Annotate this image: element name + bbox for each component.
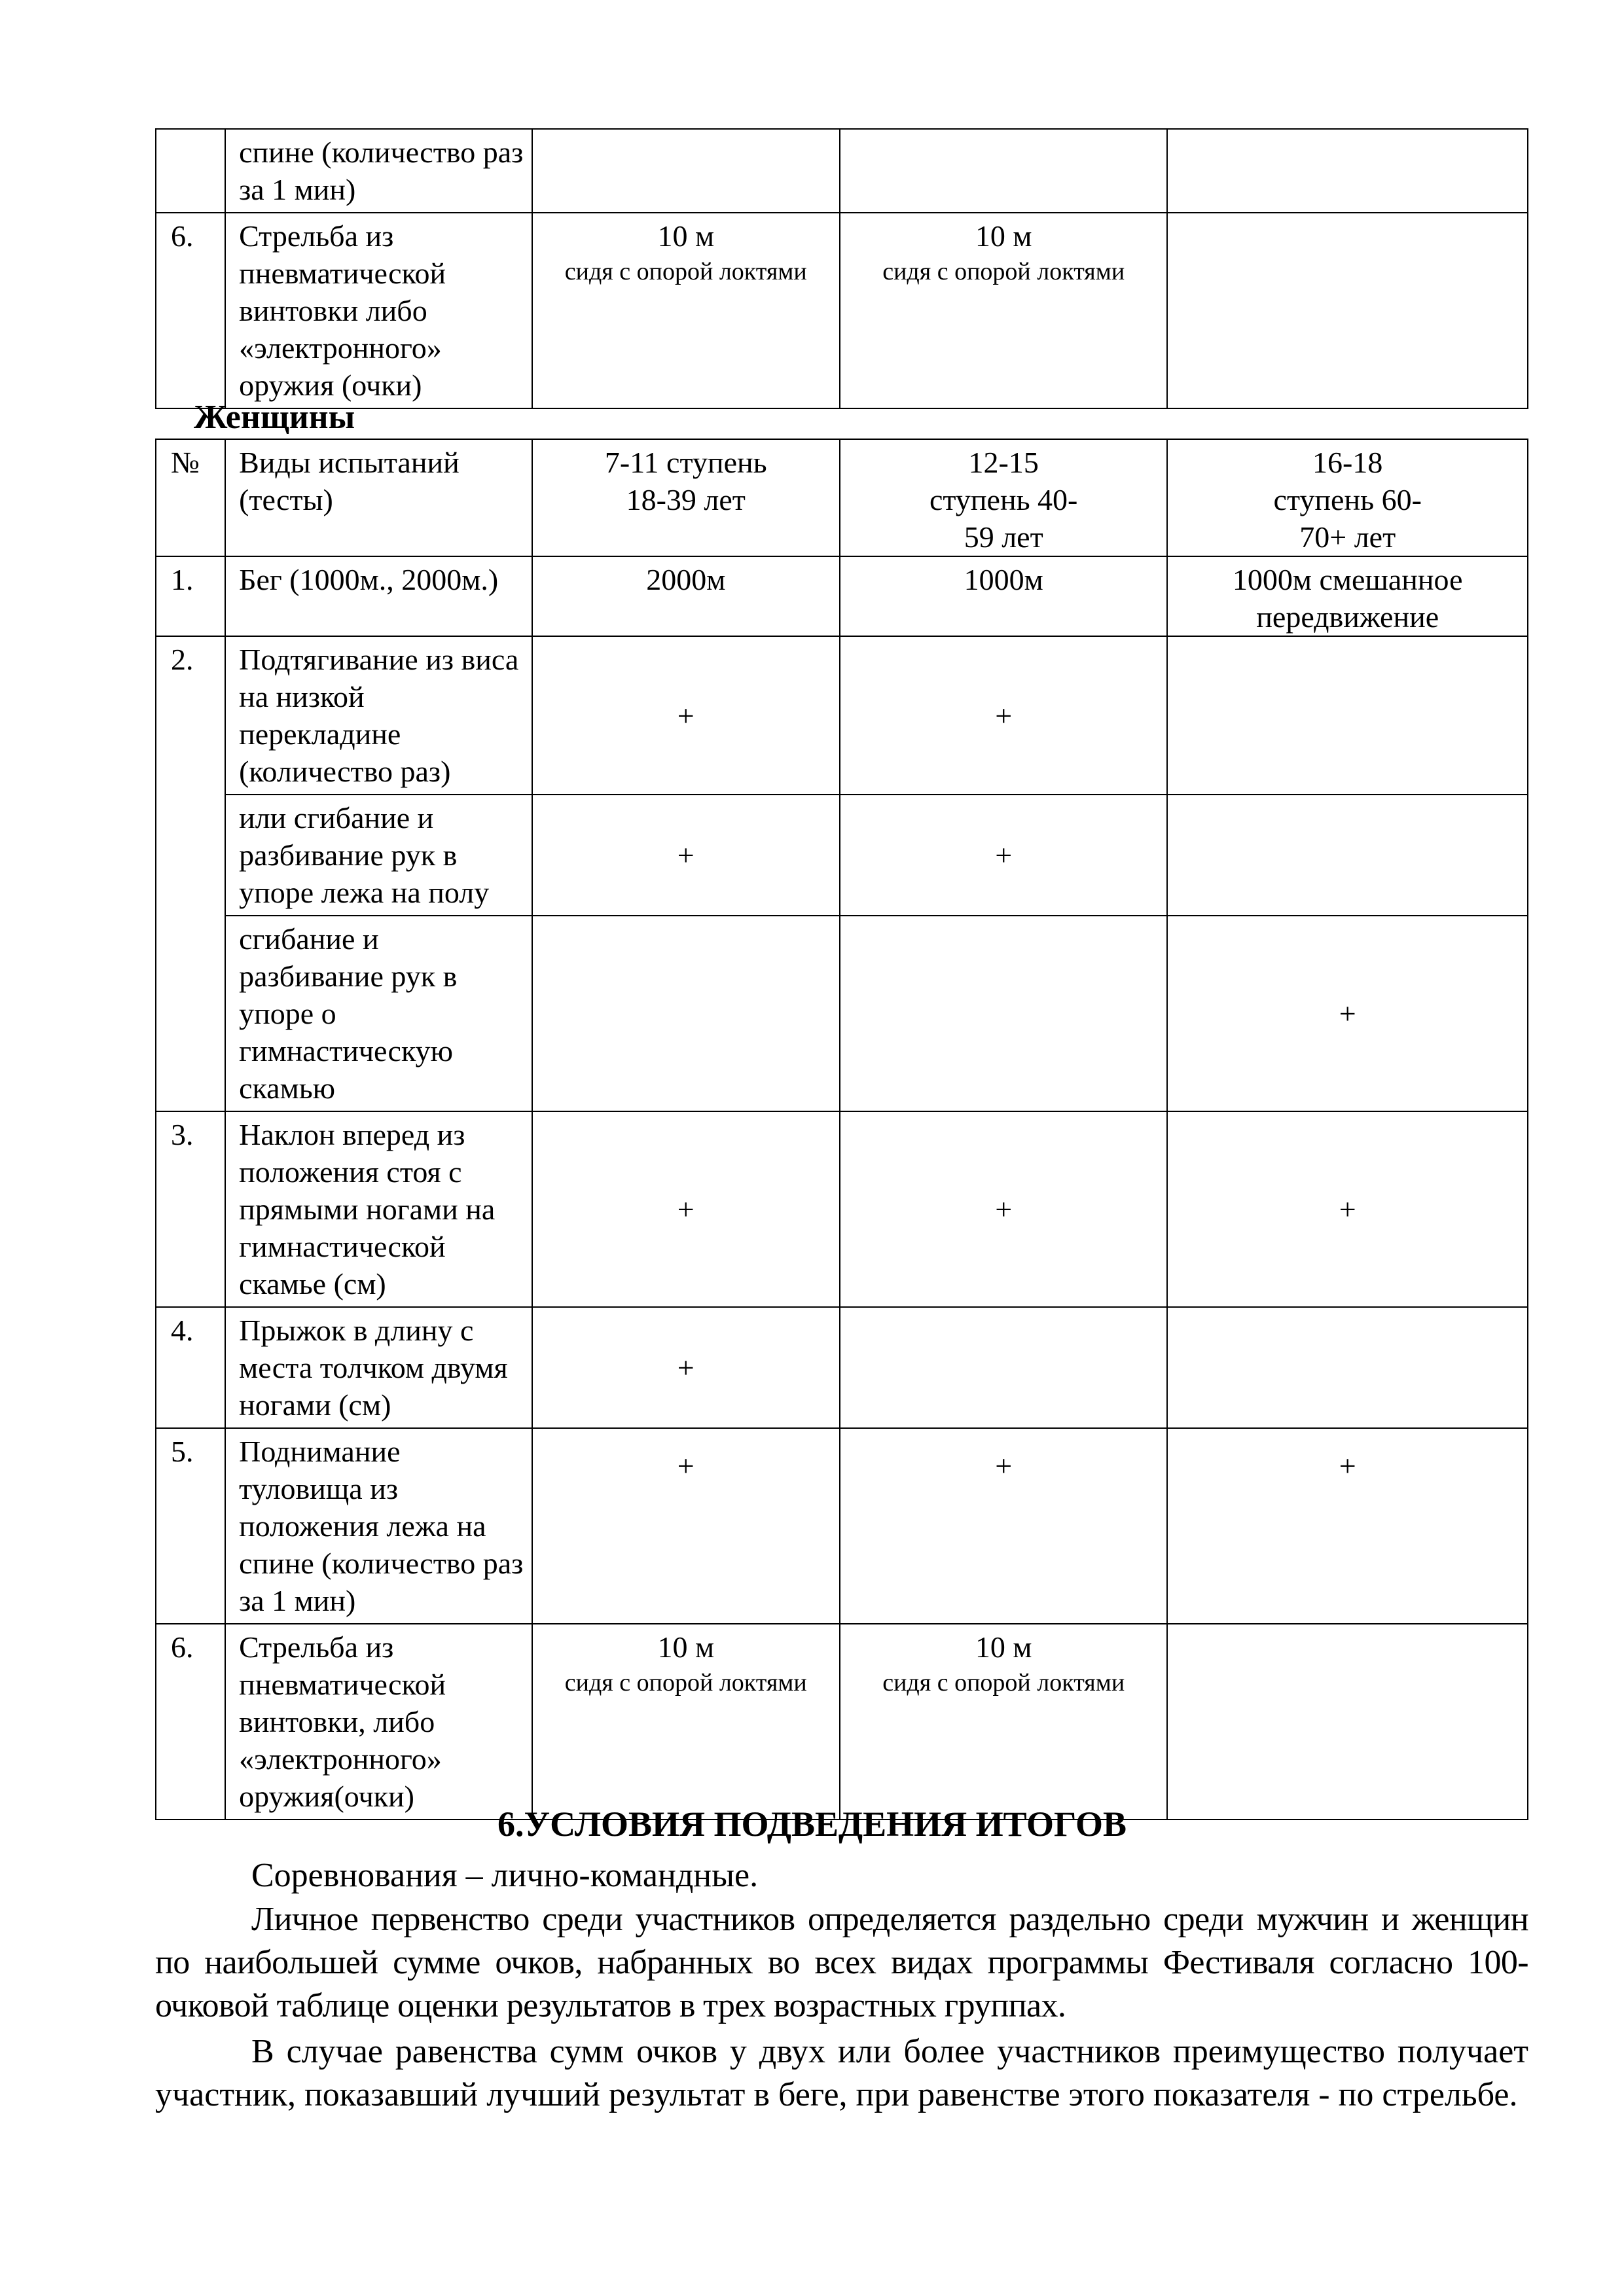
- group2-cell: +: [840, 1428, 1167, 1624]
- test-name: Прыжок в длину с места толчком двумя ногами (см): [225, 1307, 532, 1428]
- group2-cell: [840, 1307, 1167, 1428]
- header-number: №: [156, 439, 225, 556]
- test-name: спине (количество раз за 1 мин): [225, 129, 532, 213]
- header-group3: 16-18 ступень 60-70+ лет: [1167, 439, 1528, 556]
- group1-cell: [532, 213, 840, 408]
- position-note: сидя с опорой локтями: [882, 258, 1125, 285]
- test-name: Стрельба из пневматической винтовки, либо «электронного» оружия(очки): [225, 1624, 532, 1820]
- group3-cell: [1167, 636, 1528, 795]
- position-note: сидя с опорой локтями: [564, 1669, 807, 1696]
- test-name: или сгибание и разбивание рук в упоре лежа на полу: [225, 795, 532, 916]
- table-row: [156, 556, 1528, 636]
- row-number: 2.: [156, 636, 225, 795]
- test-name: Наклон вперед из положения стоя с прямыми ногами на гимнастической скамье (см): [225, 1111, 532, 1307]
- distance-value: 10 м: [975, 219, 1032, 253]
- group2-cell: [840, 1624, 1167, 1820]
- group3-cell: +: [1167, 1111, 1528, 1307]
- test-name: сгибание и разбивание рук в упоре о гимнастическую скамью: [225, 916, 532, 1111]
- continuation-table: [155, 128, 1528, 409]
- table-row: [156, 916, 1528, 1111]
- group3-cell: [1167, 129, 1528, 213]
- group2-cell: 1000м: [840, 556, 1167, 636]
- group1-cell: +: [532, 1111, 840, 1307]
- group3-cell: +: [1167, 916, 1528, 1111]
- row-number: 6.: [156, 213, 225, 408]
- group3-cell: [1167, 1624, 1528, 1820]
- row-number: 3.: [156, 1111, 225, 1307]
- distance-value: 10 м: [657, 1630, 715, 1664]
- group2-cell: +: [840, 1111, 1167, 1307]
- group1-cell: +: [532, 795, 840, 916]
- row-number: 4.: [156, 1307, 225, 1428]
- women-section-title: Женщины: [194, 399, 355, 436]
- row-number: [156, 795, 225, 916]
- test-name: Стрельба из пневматической винтовки либо «электронного» оружия (очки): [225, 213, 532, 408]
- women-table: [155, 439, 1528, 1820]
- group3-cell: 1000м смешанное передвижение: [1167, 556, 1528, 636]
- row-number: 1.: [156, 556, 225, 636]
- paragraph-tie-break: В случае равенства сумм очков у двух или более участников преимущество получает участник, показавший лучший результат в беге, при равенстве этого показателя - по стрельбе.: [155, 2033, 1528, 2113]
- table-row: [156, 636, 1528, 795]
- header-group1: 7-11 ступень 18-39 лет: [532, 439, 840, 556]
- table-row: [156, 1624, 1528, 1820]
- group1-cell: [532, 129, 840, 213]
- row-number: [156, 916, 225, 1111]
- group3-cell: [1167, 1307, 1528, 1428]
- group1-cell: [532, 1624, 840, 1820]
- group3-cell: [1167, 795, 1528, 916]
- header-test: Виды испытаний (тесты): [225, 439, 532, 556]
- test-name: Бег (1000м., 2000м.): [225, 556, 532, 636]
- position-note: сидя с опорой локтями: [882, 1669, 1125, 1696]
- paragraph-personal-ranking: Личное первенство среди участников определяется раздельно среди мужчин и женщин по наибольшей сумме очков, набранных во всех видах программы Фестиваля согласно 100-очковой таблице оценки результатов в трех возрастных группах.: [155, 1901, 1528, 2024]
- test-name: Подтягивание из виса на низкой перекладине (количество раз): [225, 636, 532, 795]
- table-row: [156, 213, 1528, 408]
- group1-cell: +: [532, 636, 840, 795]
- group2-cell: [840, 129, 1167, 213]
- group3-cell: [1167, 213, 1528, 408]
- table-row: [156, 1307, 1528, 1428]
- table-header-row: [156, 439, 1528, 556]
- distance-value: 10 м: [975, 1630, 1032, 1664]
- section-heading: 6.УСЛОВИЯ ПОДВЕДЕНИЯ ИТОГОВ: [497, 1804, 1127, 1844]
- distance-value: 10 м: [657, 219, 715, 253]
- group1-cell: 2000м: [532, 556, 840, 636]
- row-number: 6.: [156, 1624, 225, 1820]
- header-group2: 12-15 ступень 40-59 лет: [840, 439, 1167, 556]
- paragraph-competition-type: Соревнования – лично-командные.: [251, 1857, 759, 1894]
- test-name: Поднимание туловища из положения лежа на спине (количество раз за 1 мин): [225, 1428, 532, 1624]
- group2-cell: +: [840, 795, 1167, 916]
- group1-cell: +: [532, 1307, 840, 1428]
- table-row: [156, 1428, 1528, 1624]
- table-row: [156, 795, 1528, 916]
- table-row: [156, 1111, 1528, 1307]
- group2-cell: [840, 916, 1167, 1111]
- group2-cell: +: [840, 636, 1167, 795]
- group2-cell: [840, 213, 1167, 408]
- group1-cell: +: [532, 1428, 840, 1624]
- group3-cell: +: [1167, 1428, 1528, 1624]
- row-number: [156, 129, 225, 213]
- group1-cell: [532, 916, 840, 1111]
- table-row: [156, 129, 1528, 213]
- row-number: 5.: [156, 1428, 225, 1624]
- position-note: сидя с опорой локтями: [564, 258, 807, 285]
